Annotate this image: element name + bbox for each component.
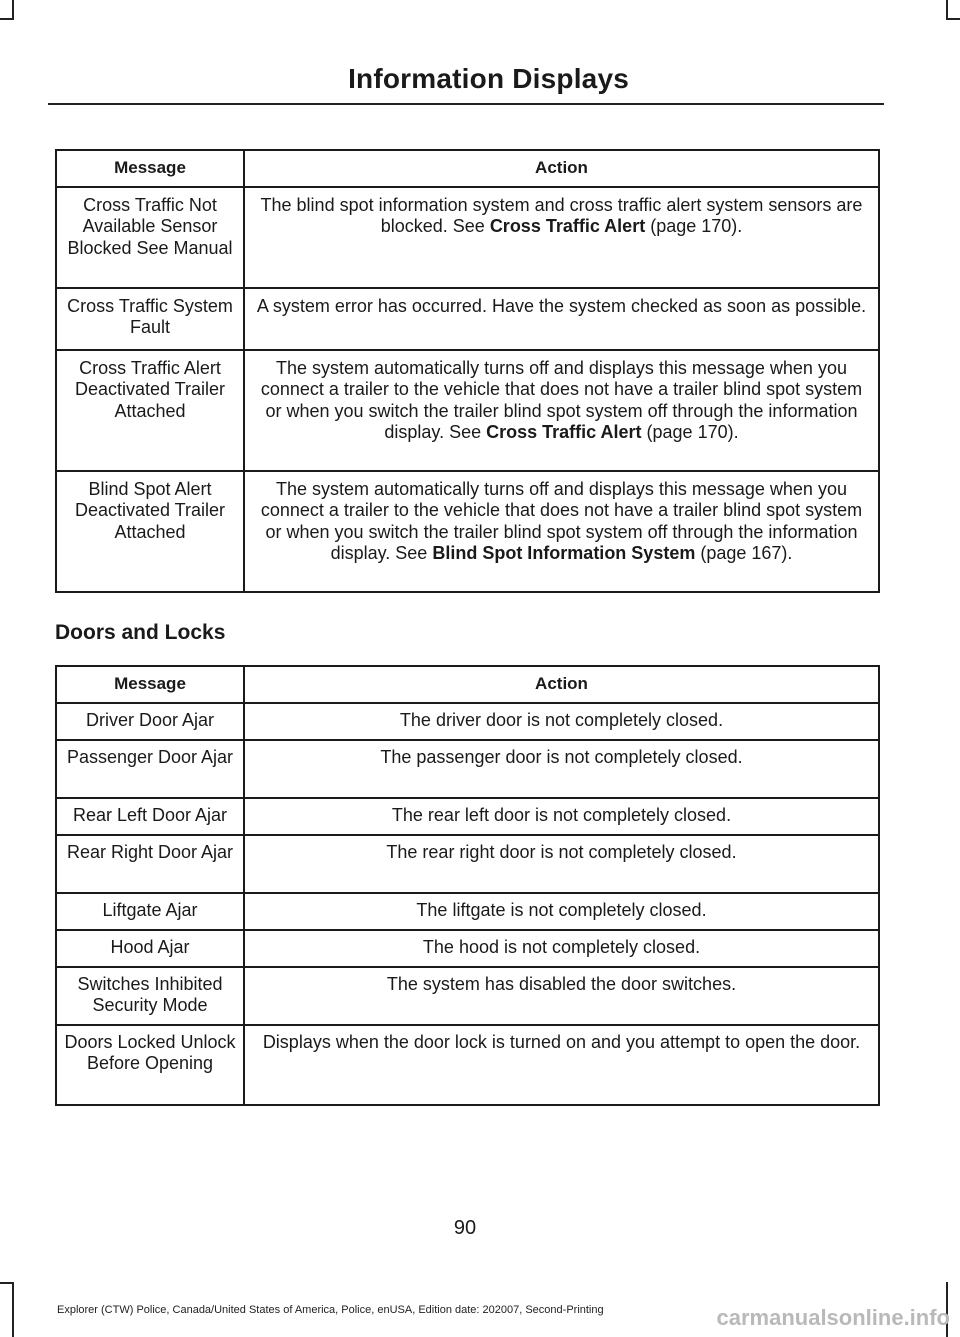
doors-locks-table [55,665,880,1106]
page-reference-link[interactable]: Blind Spot Information System [432,543,696,563]
page-title: Information Displays [348,63,629,94]
action-cell: Displays when the door lock is turned on and you attempt to open the door. [244,1025,879,1105]
table-row [56,835,879,893]
message-cell: Cross Traffic Alert Deactivated Trailer Attached [56,350,244,471]
edition-footer: Explorer (CTW) Police, Canada/United States of America, Police, enUSA, Edition date: 202007, Second-Printing [57,1304,604,1316]
action-cell: The rear right door is not completely closed. [244,835,879,893]
table-row [56,967,879,1025]
table-row [56,187,879,288]
action-cell: The hood is not completely closed. [244,930,879,967]
table-row [56,471,879,592]
table-row [56,930,879,967]
table-header-row [56,666,879,703]
action-cell [244,350,879,471]
table-row [56,798,879,835]
crop-mark-top-right-h [946,18,960,20]
table-row [56,893,879,930]
message-cell: Switches Inhibited Security Mode [56,967,244,1025]
page-reference-page: (page 170). [645,216,743,236]
column-header-message: Message [56,150,244,187]
message-cell: Rear Left Door Ajar [56,798,244,835]
message-cell: Cross Traffic System Fault [56,288,244,350]
action-cell [244,187,879,288]
message-cell: Blind Spot Alert Deactivated Trailer Attached [56,471,244,592]
crop-mark-top-left-v [12,0,14,20]
column-header-message: Message [56,666,244,703]
message-cell: Liftgate Ajar [56,893,244,930]
table-row [56,703,879,740]
page-reference-link[interactable]: Cross Traffic Alert [486,422,642,442]
message-cell: Passenger Door Ajar [56,740,244,798]
table-row [56,288,879,350]
page-reference-link[interactable]: Cross Traffic Alert [489,216,646,236]
message-cell: Doors Locked Unlock Before Opening [56,1025,244,1105]
table-row [56,350,879,471]
action-cell: The passenger door is not completely closed. [244,740,879,798]
message-cell: Cross Traffic Not Available Sensor Blocked See Manual [56,187,244,288]
message-cell: Rear Right Door Ajar [56,835,244,893]
action-cell: The system has disabled the door switches. [244,967,879,1025]
table-header-row [56,150,879,187]
action-text: The system automatically turns off and displays this message when you connect a trailer to the vehicle that does not have a trailer blind spot system or when you switch the trailer blind spot system off through the information display. See [260,478,863,563]
page-header [48,55,884,105]
section-heading: Doors and Locks [55,621,226,644]
table-row [56,740,879,798]
action-cell [244,471,879,592]
column-header-action: Action [244,150,879,187]
crop-mark-top-left-h [0,18,14,20]
column-header-action: Action [244,666,879,703]
crop-mark-top-right-v [946,0,948,20]
action-cell: The driver door is not completely closed. [244,703,879,740]
crop-mark-bottom-left-v [12,1282,14,1337]
page-number: 90 [453,1217,477,1239]
page-reference-page: (page 167). [695,543,793,563]
crop-mark-bottom-left-h [0,1282,14,1284]
table-row [56,1025,879,1105]
action-text: The blind spot information system and cross traffic alert system sensors are blocked. See [260,194,863,236]
action-cell: The liftgate is not completely closed. [244,893,879,930]
messages-table [55,149,880,593]
message-cell: Driver Door Ajar [56,703,244,740]
message-cell: Hood Ajar [56,930,244,967]
action-cell: A system error has occurred. Have the system checked as soon as possible. [244,288,879,350]
watermark-text: carmanualsonline.info [716,1305,950,1330]
action-cell: The rear left door is not completely closed. [244,798,879,835]
action-text: The system automatically turns off and displays this message when you connect a trailer to the vehicle that does not have a trailer blind spot system or when you switch the trailer blind spot system off through the information display. See [260,357,863,442]
page-reference-page: (page 170). [641,422,739,442]
